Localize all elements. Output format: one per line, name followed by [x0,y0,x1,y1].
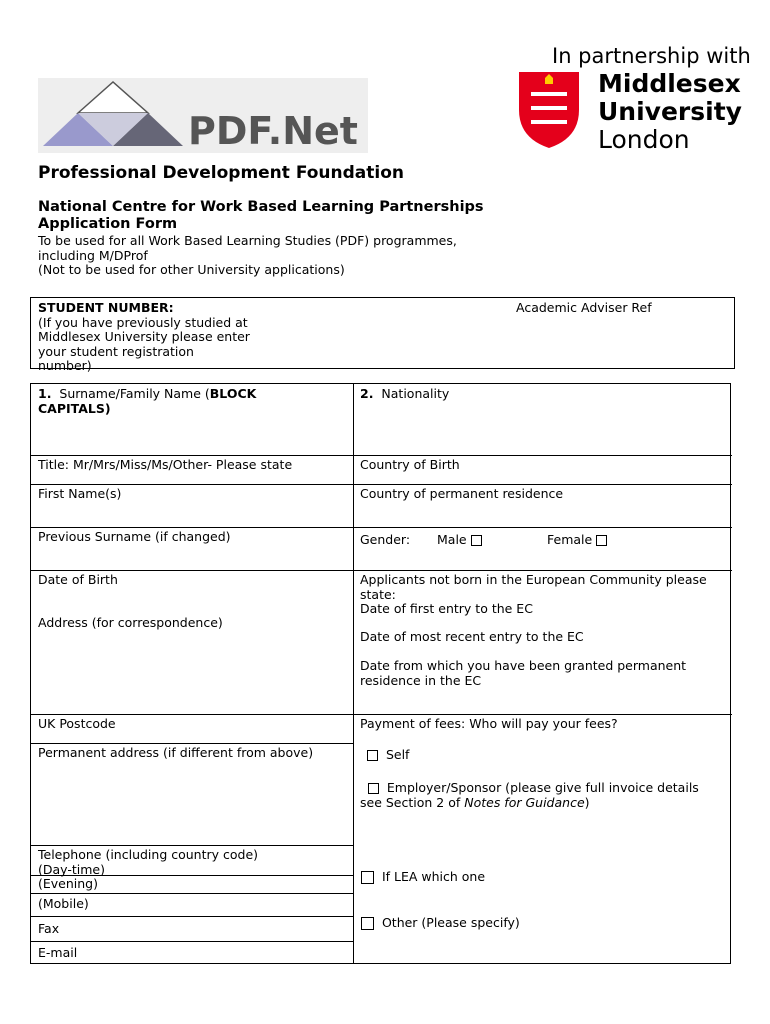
fees-question: Payment of fees: Who will pay your fees? [360,716,618,731]
pdf-net-logo-text: PDF.Net [188,109,358,153]
subtitle-line1: National Centre for Work Based Learning Partnerships [38,199,484,215]
country-of-residence-field[interactable]: Country of permanent residence [360,486,564,501]
pdf-net-logo [38,78,368,153]
permanent-residence-field[interactable] [360,659,686,688]
male-checkbox[interactable] [471,535,482,546]
employer-checkbox[interactable] [368,783,379,794]
male-option[interactable]: Male [437,533,482,548]
permanent-address-field[interactable]: Permanent address (if different from above) [38,745,314,760]
telephone-field[interactable] [38,848,258,877]
form-subtitle [38,199,484,233]
permanent-line1: Date from which you have been granted permanent [360,658,687,673]
intro-line1: To be used for all Work Based Learning Studies (PDF) programmes, [38,233,457,248]
country-of-birth-field[interactable]: Country of Birth [360,457,460,472]
other-option[interactable]: Other (Please specify) [361,916,520,931]
date-of-birth-field[interactable]: Date of Birth [38,572,118,587]
permanent-line2: residence in the EC [360,672,482,688]
other-checkbox[interactable] [361,917,374,930]
intro-line3: (Not to be used for other University applications) [38,262,345,277]
address-field[interactable]: Address (for correspondence) [38,615,223,630]
lea-checkbox[interactable] [361,871,374,884]
gender-label: Gender: [360,532,411,547]
student-number-box[interactable] [30,297,735,373]
non-ec-line2: state: [360,586,396,602]
intro-text [38,234,457,278]
first-name-field[interactable]: First Name(s) [38,486,122,501]
student-note-line4: number) [38,358,92,373]
fax-field[interactable]: Fax [38,921,60,936]
employer-option[interactable]: Employer/Sponsor (please give full invoice details see Section 2 of Notes for Guidance) [360,780,699,810]
email-field[interactable]: E-mail [38,945,78,960]
telephone-label: Telephone (including country code) [38,847,259,862]
student-note-line2: Middlesex University please enter [38,329,250,344]
student-note-line1: (If you have previously studied at [38,314,248,330]
title-field[interactable]: Title: Mr/Mrs/Miss/Ms/Other- Please state [38,457,293,472]
surname-field[interactable]: 1. Surname/Family Name (BLOCK CAPITALS) [38,386,257,416]
lea-option[interactable]: If LEA which one [361,870,485,885]
self-checkbox[interactable] [367,750,378,761]
student-note-line3: your student registration [38,343,194,359]
female-option[interactable]: Female [547,533,607,548]
female-checkbox[interactable] [596,535,607,546]
student-number-label: STUDENT NUMBER: [38,300,174,315]
mobile-field[interactable]: (Mobile) [38,896,89,911]
university-name-line1: Middlesex [598,69,741,98]
university-name-line2: University [598,97,742,126]
nationality-field[interactable]: 2. Nationality [360,386,450,401]
non-ec-line3: Date of first entry to the EC [360,601,533,616]
recent-entry-field[interactable]: Date of most recent entry to the EC [360,629,584,644]
daytime-label: (Day-time) [38,861,105,877]
partnership-text: In partnership with [552,44,751,68]
non-ec-entry-field[interactable] [360,573,707,617]
student-number-label-block [38,301,250,374]
university-name-line3: London [598,125,690,154]
evening-phone-field[interactable]: (Evening) [38,876,98,891]
non-ec-line1: Applicants not born in the European Community please [360,572,707,587]
application-form-grid [30,383,731,964]
page-title: Professional Development Foundation [38,163,405,183]
previous-surname-field[interactable]: Previous Surname (if changed) [38,529,231,544]
intro-line2: including M/DProf [38,247,148,263]
middlesex-shield-icon [517,70,581,150]
academic-adviser-label: Academic Adviser Ref [516,300,652,315]
uk-postcode-field[interactable]: UK Postcode [38,716,116,731]
gender-row [360,533,730,548]
self-option[interactable]: Self [367,748,409,763]
subtitle-line2: Application Form [38,216,178,232]
